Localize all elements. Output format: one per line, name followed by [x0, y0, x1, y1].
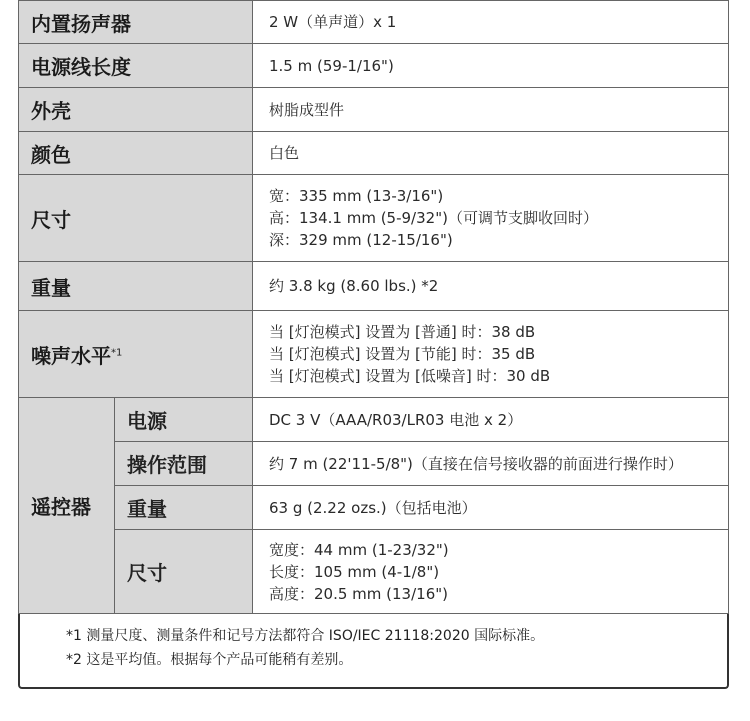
row-value: DC 3 V（AAA/R03/LR03 电池 x 2） [253, 398, 729, 442]
table-row [19, 175, 729, 262]
row-label: 尺寸 [19, 175, 253, 262]
row-value: 约 3.8 kg (8.60 lbs.) *2 [253, 262, 729, 311]
row-value: 宽：335 mm (13-3/16") 高：134.1 mm (5-9/32")（可调节支脚收回时） 深：329 mm (12-15/16") [253, 175, 729, 262]
table-row [19, 88, 729, 132]
row-value: 白色 [253, 132, 729, 175]
row-label: 电源线长度 [19, 44, 253, 88]
row-label: 电源 [115, 398, 253, 442]
row-label: 重量 [115, 486, 253, 530]
table-row [19, 132, 729, 175]
row-value: 63 g (2.22 ozs.)（包括电池） [253, 486, 729, 530]
row-label: 颜色 [19, 132, 253, 175]
footnote-marker: *1 [111, 346, 123, 358]
row-label: 操作范围 [115, 442, 253, 486]
spec-table [18, 0, 729, 614]
row-label: 内置扬声器 [19, 1, 253, 44]
row-label: 外壳 [19, 88, 253, 132]
table-row [19, 1, 729, 44]
table-row [19, 44, 729, 88]
table-row [19, 486, 729, 530]
row-value: 约 7 m (22'11-5/8")（直接在信号接收器的前面进行操作时） [253, 442, 729, 486]
footnote-2: *2 这是平均值。根据每个产品可能稍有差别。 [66, 652, 353, 668]
row-label: 噪声水平$^{*1}$ [19, 311, 253, 398]
row-label: 重量 [19, 262, 253, 311]
footnote-1: *1 测量尺度、测量条件和记号方法都符合 ISO/IEC 21118:2020 国际标准。 [66, 628, 545, 644]
row-value: 当 [灯泡模式] 设置为 [普通] 时：38 dB 当 [灯泡模式] 设置为 [节能] 时：35 dB 当 [灯泡模式] 设置为 [低噪音] 时：30 dB [253, 311, 729, 398]
row-value: 树脂成型件 [253, 88, 729, 132]
footnotes [66, 624, 544, 672]
row-value: 2 W（单声道）x 1 [253, 1, 729, 44]
table-row [19, 442, 729, 486]
row-value: 1.5 m (59-1/16") [253, 44, 729, 88]
table-row [19, 530, 729, 614]
remote-label: 遥控器 [19, 398, 115, 614]
row-value: 宽度：44 mm (1-23/32") 长度：105 mm (4-1/8") 高度：20.5 mm (13/16") [253, 530, 729, 614]
table-row [19, 398, 729, 442]
row-label: 尺寸 [115, 530, 253, 614]
table-row [19, 311, 729, 398]
table-row [19, 262, 729, 311]
